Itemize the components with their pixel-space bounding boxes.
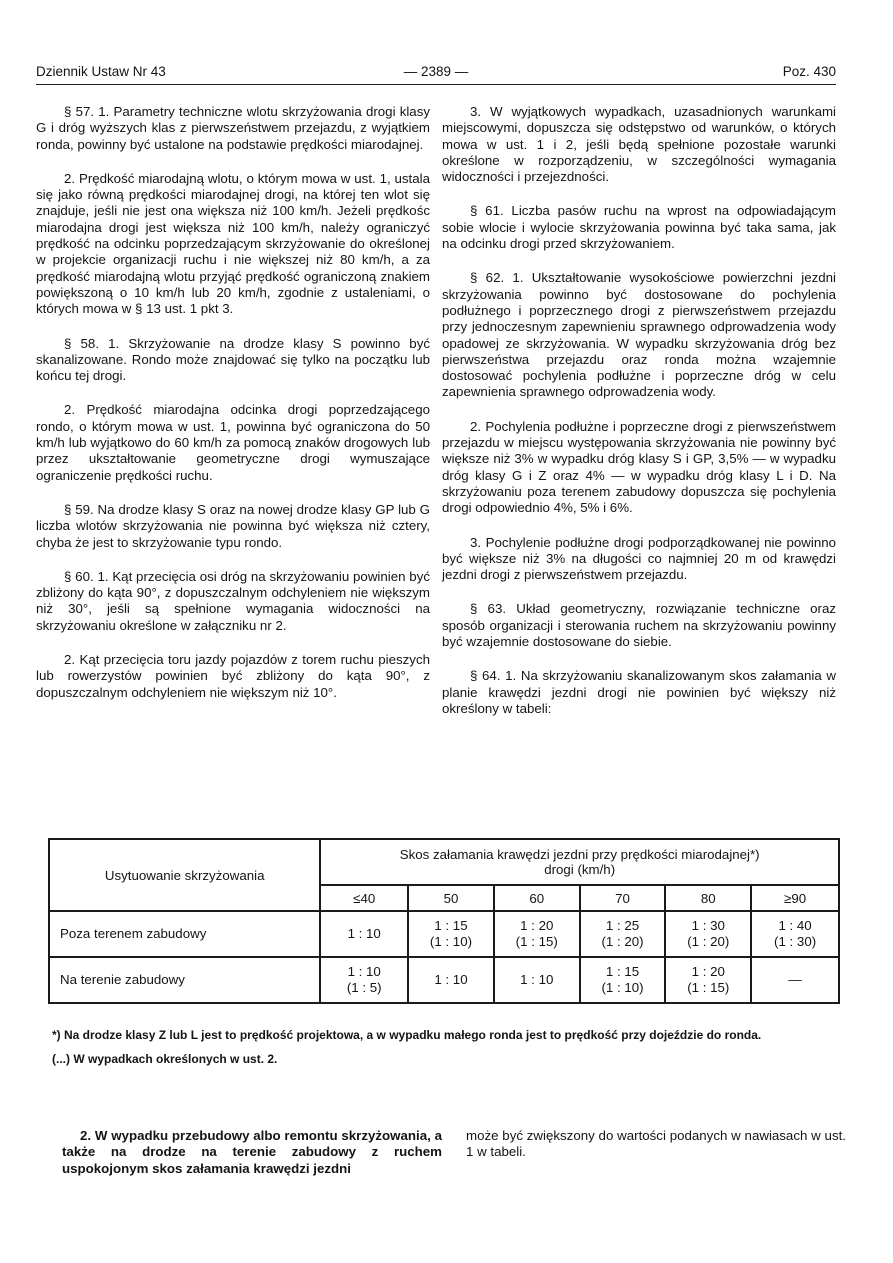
cell-value: 1 : 25 bbox=[605, 918, 640, 933]
cell-alt-value: (1 : 10) bbox=[601, 980, 644, 995]
table-row bbox=[49, 911, 839, 957]
paragraph-62-2: 2. Pochylenia podłużne i poprzeczne drogi z pierwszeństwem przejazdu w miejscu występowania skrzyżowania nie powinny być większe niż 3% w wypadku dróg klasy S i GP, 3,5% — w wypadku dróg klasy G i Z oraz 4% — w wypadku dróg klasy L i D. Na skrzyżowaniu poza terenem zabudowy dopuszcza się pochylenia drogi odpowiednio 4%, 5% i 6%. bbox=[442, 418, 836, 516]
cell-value: 1 : 10 bbox=[520, 972, 554, 987]
table-row bbox=[49, 957, 839, 1003]
bottom-right-paragraph bbox=[466, 1128, 846, 1161]
footnotes bbox=[52, 1028, 852, 1076]
cell-value: 1 : 30 bbox=[691, 918, 725, 933]
cell-alt-value: (1 : 20) bbox=[601, 934, 644, 949]
paragraph-57-2: 2. Prędkość miarodajną wlotu, o którym mowa w ust. 1, ustala się jako równą prędkości miarodajnej drogi, na której ten wlot się znajduje, jeśli nie jest ona większa niż 100 km/h. Jeżeli prędkośc miarodajna drogi jest większa niż 100 km/h, należy ograniczyć prędkość na odcinku poprzedzającym skrzyżowanie do określonej w projekcie organizacji ruchu i nie większej niż 80 km/h, a za prędkość miarodajną wlotu przyjąć prędkość ograniczoną znakiem powiększoną o 10 km/h lub 20 km/h, zgodnie z ustaleniami, o których mowa w § 13 ust. 1 pkt 3. bbox=[36, 170, 430, 317]
cell-value: 1 : 15 bbox=[434, 918, 468, 933]
cell-value: 1 : 10 bbox=[347, 926, 381, 941]
table-cell bbox=[665, 911, 751, 957]
paragraph-61: § 61. Liczba pasów ruchu na wprost na odpowiadającym sobie wlocie i wylocie skrzyżowania powinna być taka sama, jak na odcinku drogi przed skrzyżowaniem. bbox=[442, 203, 836, 252]
footnote-brackets: (...) W wypadkach określonych w ust. 2. bbox=[52, 1052, 278, 1066]
bottom-left-paragraph bbox=[62, 1128, 442, 1177]
row-label: Na terenie zabudowy bbox=[49, 957, 320, 1003]
footnote-speed: *) Na drodze klasy Z lub L jest to prędkość projektowa, a w wypadku małego ronda jest to prędkość przy dojeździe do ronda. bbox=[52, 1028, 762, 1042]
paragraph-63: § 63. Układ geometryczny, rozwiązanie techniczne oraz sposób organizacji i sterowania ruchem na skrzyżowaniu powinny być wzajemnie dostosowane do siebie. bbox=[442, 601, 836, 650]
table-cell bbox=[665, 957, 751, 1003]
paragraph-64-1: § 64. 1. Na skrzyżowaniu skanalizowanym skos załamania w planie krawędzi jezdni drogi nie powinien być większy niż określony w tabeli: bbox=[442, 668, 836, 716]
right-column bbox=[442, 104, 836, 735]
table-cell bbox=[751, 911, 839, 957]
speed-header: 60 bbox=[494, 885, 580, 911]
journal-title: Dziennik Ustaw Nr 43 bbox=[36, 64, 166, 79]
speed-header: 70 bbox=[580, 885, 666, 911]
speed-header: ≥90 bbox=[751, 885, 839, 911]
cell-alt-value: (1 : 15) bbox=[515, 934, 558, 949]
table-cell bbox=[494, 957, 580, 1003]
row-label: Poza terenem zabudowy bbox=[49, 911, 320, 957]
paragraph-64-2-start: 2. W wypadku przebudowy albo remontu skrzyżowania, a także na drodze na terenie zabudowy z ruchem uspokojonym skos załamania krawędzi jezdni bbox=[62, 1128, 442, 1176]
position-number: Poz. 430 bbox=[782, 64, 836, 79]
table-cell bbox=[580, 911, 666, 957]
cell-value: 1 : 40 bbox=[778, 918, 812, 933]
cell-alt-value: (1 : 30) bbox=[774, 934, 817, 949]
paragraph-60-1: § 60. 1. Kąt przecięcia osi dróg na skrzyżowaniu powinien być zbliżony do kąta 90°, z dopuszczalnym odchyleniem nie większym niż 30°, jeśli są spełnione wymagania widoczności na skrzyżowaniu określone w załączniku nr 2. bbox=[36, 568, 430, 633]
cell-alt-value: (1 : 5) bbox=[346, 980, 382, 995]
cell-value: 1 : 10 bbox=[434, 972, 468, 987]
table-cell bbox=[408, 911, 494, 957]
paragraph-62-3: 3. Pochylenie podłużne drogi podporządkowanej nie powinno być większe niż 3% na długości co najmniej 20 m od krawędzi jezdni drogi z pierwszeństwem przejazdu. bbox=[442, 534, 836, 583]
left-column bbox=[36, 104, 430, 719]
paragraph-60-2: 2. Kąt przecięcia toru jazdy pojazdów z torem ruchu pieszych lub rowerzystów powinien być zbliżony do kąta 90°, z dopuszczalnym odchyleniem nie większym niż 10°. bbox=[36, 652, 430, 700]
table-cell bbox=[320, 957, 408, 1003]
table-cell bbox=[494, 911, 580, 957]
table-cell bbox=[320, 911, 408, 957]
table-row-header: Usytuowanie skrzyżowania bbox=[49, 839, 320, 911]
table-column-header bbox=[320, 839, 839, 885]
speed-header: 50 bbox=[408, 885, 494, 911]
cell-value: — bbox=[788, 972, 802, 987]
cell-value: 1 : 20 bbox=[691, 964, 725, 979]
cell-alt-value: (1 : 10) bbox=[429, 934, 473, 949]
cell-alt-value: (1 : 20) bbox=[687, 934, 730, 949]
paragraph-58-1: § 58. 1. Skrzyżowanie na drodze klasy S powinno być skanalizowane. Rondo może znajdować się tylko na początku lub końcu tej drogi. bbox=[36, 335, 430, 384]
cell-value: 1 : 20 bbox=[520, 918, 554, 933]
skew-table bbox=[48, 838, 840, 1004]
table-cell bbox=[580, 957, 666, 1003]
table-column-header-line1: Skos załamania krawędzi jezdni przy prędkości miarodajnej*) bbox=[399, 847, 760, 862]
page-header bbox=[36, 64, 836, 85]
cell-value: 1 : 15 bbox=[605, 964, 640, 979]
paragraph-59: § 59. Na drodze klasy S oraz na nowej drodze klasy GP lub G liczba wlotów skrzyżowania nie powinna być większa niż cztery, chyba że jest to skrzyżowanie typu rondo. bbox=[36, 501, 430, 550]
cell-alt-value: (1 : 15) bbox=[687, 980, 730, 995]
speed-header: 80 bbox=[665, 885, 751, 911]
page-number: — 2389 — bbox=[403, 64, 469, 79]
paragraph-64-2-end: może być zwiększony do wartości podanych w nawiasach w ust. 1 w tabeli. bbox=[466, 1128, 846, 1160]
cell-value: 1 : 10 bbox=[347, 964, 381, 979]
paragraph-58-2: 2. Prędkość miarodajna odcinka drogi poprzedzającego rondo, o którym mowa w ust. 1, powinna być ograniczona do 50 km/h lub wyjątkowo do 60 km/h za pomocą znaków drogowych lub przez ukształtowanie geometryczne drogi wymuszające ograniczenie prędkości ruchu. bbox=[36, 402, 430, 483]
paragraph-57-1: § 57. 1. Parametry techniczne wlotu skrzyżowania drogi klasy G i dróg wyższych klas z pierwszeństwem przejazdu, z wyjątkiem ronda, powinny być ustalone na podstawie prędkości miarodajnej. bbox=[36, 104, 430, 152]
table-column-header-line2: drogi (km/h) bbox=[544, 862, 616, 877]
paragraph-60-3: 3. W wyjątkowych wypadkach, uzasadnionych warunkami miejscowymi, dopuszcza się odstępstwo od warunków, o których mowa w ust. 1 i 2, jeśli będą spełnione pozostałe warunki określone w rozporządzeniu, w szczególności wymagania widoczności i przejezdności. bbox=[442, 104, 836, 185]
table-cell bbox=[751, 957, 839, 1003]
paragraph-62-1: § 62. 1. Ukształtowanie wysokościowe powierzchni jezdni skrzyżowania powinno być dostosowane do pochylenia podłużnego i poprzecznego drogi z pierwszeństwem przejazdu przy jednoczesnym zapewnieniu sprawnego odprowadzenia wody opadowej ze skrzyżowania. W wypadku skrzyżowania dróg bez pierwszeństwa przejazdu oraz ronda można wzajemnie dostosować pochylenia podłużne i poprzeczne dróg w celu zapewnienia sprawnego odprowadzenia wody. bbox=[442, 270, 836, 400]
speed-header: ≤40 bbox=[320, 885, 408, 911]
table-cell bbox=[408, 957, 494, 1003]
